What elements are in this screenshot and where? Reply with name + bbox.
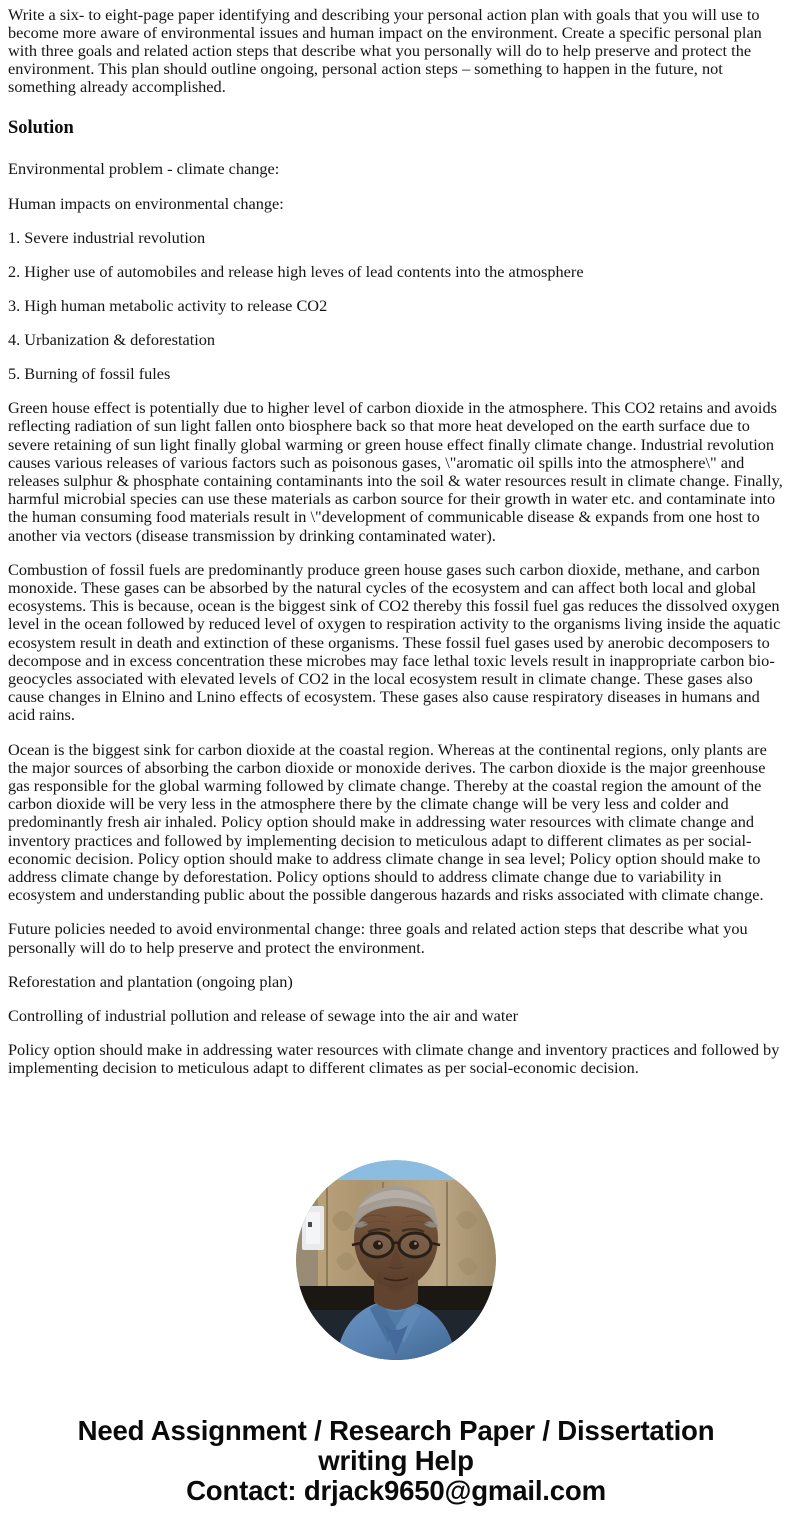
closing-paragraph-future-policies: Future policies needed to avoid environmental change: three goals and related action steps that describe what you personally will do to help preserve and protect the environment. xyxy=(8,919,748,957)
footer-contact-block xyxy=(8,1416,784,1506)
body-paragraph-fossil-fuel-combustion: Combustion of fossil fuels are predominantly produce green house gases such carbon dioxide, methane, and carbon monoxide. These gases can be absorbed by the natural cycles of the ecosystem and can affect both local and global ecosystems. This is because, ocean is the biggest sink of CO2 thereby this fossil fuel gas reduces the dissolved oxygen level in the ocean followed by reduced level of oxygen to respiration activity to the organisms living inside the aquatic ecosystem result in death and extinction of these organisms. These fossil fuel gases used by anerobic decomposers to decompose and in excess concentration these microbes may face lethal toxic levels result in inappropriate carbon bio-geocycles associated with elevated levels of CO2 in the local ecosystem result in climate change. These gases also cause changes in Elnino and Lnino effects of ecosystem. These gases also cause respiratory diseases in humans and acid rains. xyxy=(8,559,781,725)
profile-photo-icon xyxy=(296,1160,496,1360)
impact-list-item-2: 2. Higher use of automobiles and release high leves of lead contents into the atmosphere xyxy=(8,261,584,281)
footer-line-3[interactable]: Contact: drjack9650@gmail.com xyxy=(186,1474,606,1506)
avatar-container xyxy=(8,1160,784,1360)
assignment-prompt-paragraph: Write a six- to eight-page paper identifying and describing your personal action plan with goals that you will use to become more aware of environmental issues and human impact on the environment. Create a specific personal plan with three goals and related action steps that describe what you personally will do to help preserve and protect the environment. This plan should outline ongoing, personal action steps – something to happen in the future, not something already accomplished. xyxy=(8,5,762,97)
impact-list-item-1: 1. Severe industrial revolution xyxy=(8,227,206,247)
body-paragraph-greenhouse-effect: Green house effect is potentially due to higher level of carbon dioxide in the atmosphere. This CO2 retains and avoids reflecting radiation of sun light fallen onto biosphere back so that more heat developed on the earth surface due to severe retaining of sun light finally global warming or green house effect finally climate change. Industrial revolution causes various releases of various factors such as poisonous gases, \"aromatic oil spills into the atmosphere\" and releases sulphur & phosphate containing contaminants into the soil & water resources result in climate change. Finally, harmful microbial species can use these materials as carbon source for their growth in water etc. and contaminate into the human consuming food materials result in \"development of communicable disease & expands from one host to another via vectors (disease transmission by drinking contaminated water). xyxy=(8,398,783,545)
human-impacts-line: Human impacts on environmental change: xyxy=(8,193,284,213)
closing-paragraph-pollution-control: Controlling of industrial pollution and release of sewage into the air and water xyxy=(8,1006,519,1026)
closing-paragraph-policy-option: Policy option should make in addressing water resources with climate change and inventory practices and followed by implementing decision to meticulous adapt to different climates as per social-economic decision. xyxy=(8,1040,780,1078)
avatar-top-spacer xyxy=(8,1094,784,1160)
impact-list-item-4: 4. Urbanization & deforestation xyxy=(8,329,216,349)
footer-line-2: writing Help xyxy=(318,1444,474,1476)
bottom-spacer xyxy=(8,1506,784,1530)
impact-list-item-3: 3. High human metabolic activity to release CO2 xyxy=(8,295,328,315)
footer-line-1: Need Assignment / Research Paper / Dissertation xyxy=(77,1414,715,1446)
impact-list-item-5: 5. Burning of fossil fules xyxy=(8,364,171,384)
environmental-problem-line: Environmental problem - climate change: xyxy=(8,159,280,179)
closing-paragraph-reforestation: Reforestation and plantation (ongoing plan) xyxy=(8,971,293,991)
solution-heading: Solution xyxy=(8,118,74,139)
body-paragraph-ocean-carbon-sink: Ocean is the biggest sink for carbon dioxide at the coastal region. Whereas at the continental regions, only plants are the major sources of absorbing the carbon dioxide or monoxide derives. The carbon dioxide is the major greenhouse gas responsible for the global warming followed by climate change. Thereby at the coastal region the amount of the carbon dioxide will be very less in the atmosphere there by the climate change will be very less and colder and predominantly fresh air inhaled. Policy option should make in addressing water resources with climate change and inventory practices and followed by implementing decision to meticulous adapt to different climates as per social-economic decision. Policy option should make to address climate change in sea level; Policy option should make to address climate change by deforestation. Policy options should to address climate change due to variability in ecosystem and understanding public about the possible dangerous hazards and risks associated with climate change. xyxy=(8,739,767,905)
